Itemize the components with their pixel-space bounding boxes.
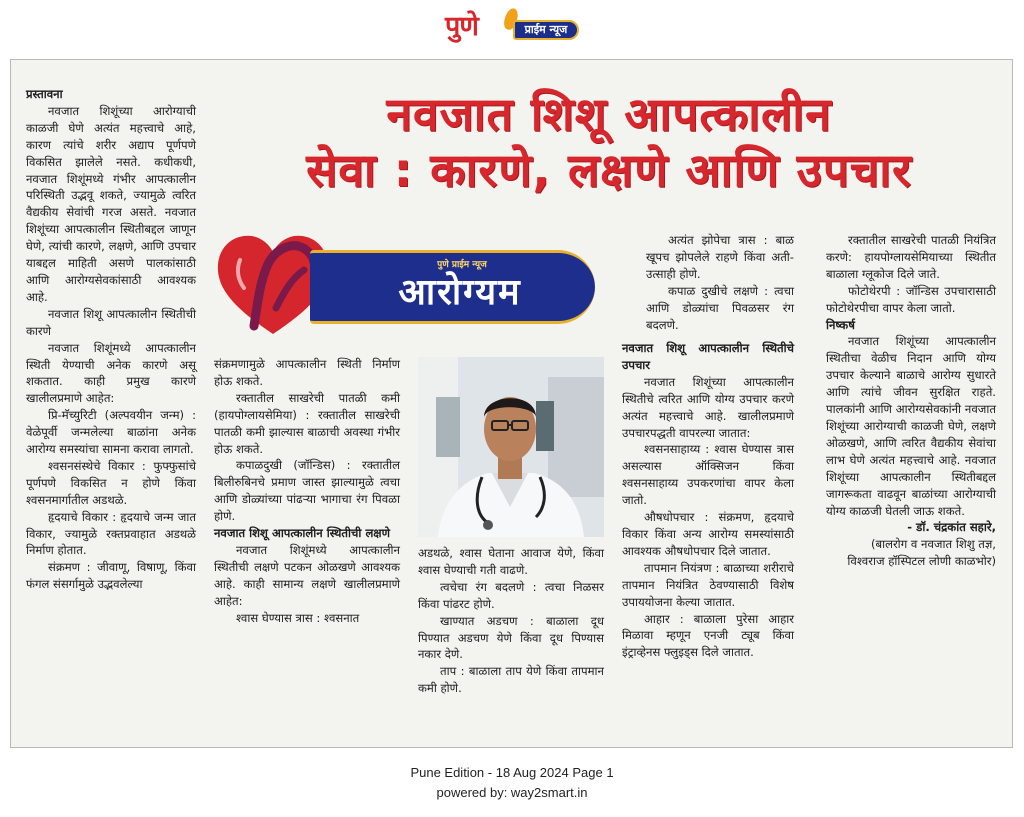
- section-heading: निष्कर्ष: [826, 317, 855, 332]
- headline-line-2: सेवा : कारणे, लक्षणे आणि उपचार: [306, 143, 912, 197]
- article-paragraph: नवजात शिशूंमध्ये आपत्कालीन स्थिती येण्याची अनेक कारणे असू शकतात. काही प्रमुख कारणे खालीलप्रमाणे आहेत:: [26, 340, 196, 406]
- article-paragraph: नवजात शिशू आपत्कालीन स्थितीची कारणे: [26, 306, 196, 338]
- publication-logo: [445, 6, 579, 50]
- article-paragraph: नवजात शिशूंमध्ये आपत्कालीन स्थितीची लक्षणे पटकन ओळखणे आवश्यक आहे. काही सामान्य लक्षणे खालीलप्रमाणे आहेत:: [214, 542, 400, 608]
- doctor-portrait-icon: [418, 357, 604, 537]
- logo-main-text: पुणे: [445, 11, 478, 42]
- doctor-photo: [418, 357, 604, 537]
- section-heading: प्रस्तावना: [26, 87, 63, 101]
- banner-tag: पुणे प्राईम न्यूज: [437, 260, 487, 270]
- article-paragraph: अडथळे, श्वास घेताना आवाज येणे, किंवा श्वास घेण्याची गती वाढणे.: [418, 546, 604, 577]
- article-paragraph: कपाळ दुखीचे लक्षणे : त्वचा आणि डोळ्यांचा पिवळसर रंग बदलणे.: [646, 283, 794, 332]
- article-paragraph: (बालरोग व नवजात शिशु तज्ञ,: [870, 537, 996, 552]
- article-paragraph: श्वास घेण्यास त्रास : श्वसनात: [236, 610, 360, 625]
- article-paragraph: संक्रमण : जीवाणू, विषाणू, किंवा फंगल संसर्गामुळे उद्भवलेल्या: [26, 560, 196, 592]
- article-paragraph: विश्वराज हॉस्पिटल लोणी काळभोर): [847, 554, 996, 569]
- edition-label: Pune Edition - 18 Aug 2024 Page 1: [410, 765, 614, 780]
- article-paragraph: श्वसनसाहाय्य : श्वास घेण्यास त्रास असल्यास ऑक्सिजन किंवा श्वसनसाहाय्य उपकरणांचा वापर केला जातो.: [622, 442, 794, 508]
- article-column-3: [418, 545, 604, 697]
- logo-sub-text: प्राईम न्यूज: [513, 20, 579, 40]
- section-heading: नवजात शिशू आपत्कालीन स्थितीचे उपचार: [622, 341, 794, 372]
- headline-line-1: नवजात शिशू आपत्कालीन: [386, 87, 832, 141]
- arogyam-banner: [214, 226, 602, 344]
- article-paragraph: रक्तातील साखरेची पातळी नियंत्रित करणे: हायपोग्लायसेमियाच्या स्थितीत बाळाला ग्लूकोज दिले जाते.: [826, 233, 996, 281]
- article-paragraph: नवजात शिशूंच्या आरोग्याची काळजी घेणे अत्यंत महत्त्वाचे आहे, कारण त्यांचे शरीर अद्याप पूर्णपणे विकसित झालेले नसते. कधीकधी, नवजात शिशूंमध्ये गंभीर आपत्कालीन परिस्थिती उद्भवू शकते, ज्यामुळे त्वरित वैद्यकीय सेवांची गरज असते. नवजात शिशूंच्या आपत्कालीन स्थितीबद्दल जाणून घेणे, त्यांची कारणे, लक्षणे, आणि उपचार याबद्दल माहिती असणे पालकांसाठी आणि आरोग्यसेवकांसाठी आवश्यक आहे.: [26, 103, 196, 304]
- article-paragraph: त्वचेचा रंग बदलणे : त्वचा निळसर किंवा पांढरट होणे.: [418, 579, 604, 611]
- article-paragraph: - डॉ. चंद्रकांत सहारे,: [907, 520, 996, 535]
- section-heading: नवजात शिशू आपत्कालीन स्थितीची लक्षणे: [214, 526, 391, 541]
- article-column-4: [622, 340, 794, 661]
- article-headline: [214, 86, 1004, 198]
- page-footer: [0, 763, 1024, 803]
- article-column-1: [26, 86, 196, 593]
- banner-title: आरोग्यम: [398, 272, 522, 313]
- article-paragraph: अत्यंत झोपेचा त्रास : बाळ खूपच झोपलेले राहणे किंवा अती-उत्साही होणे.: [646, 233, 794, 281]
- article-paragraph: आहार : बाळाला पुरेसा आहार मिळावा म्हणून एनजी ट्यूब किंवा इंट्राव्हेनस फ्लुइड्स दिले जातात.: [622, 611, 794, 660]
- article-column-5: [826, 232, 996, 570]
- arogyam-title-bar: [310, 250, 595, 324]
- article-paragraph: कपाळदुखी (जॉन्डिस) : रक्तातील बिलीरुबिनचे प्रमाण जास्त झाल्यामुळे त्वचा आणि डोळ्यांच्या पांढऱ्या भागाचा रंग पिवळा होणे.: [214, 458, 400, 524]
- article-paragraph: तापमान नियंत्रण : बाळाच्या शरीराचे तापमान नियंत्रित ठेवण्यासाठी विशेष उपाययोजना केल्या जातात.: [622, 560, 794, 609]
- article-paragraph: नवजात शिशूंच्या आपत्कालीन स्थितीचा वेळीच निदान आणि योग्य उपचार केल्याने बाळाचे आरोग्य सुधारते आणि त्यांचे जीवन सुरक्षित राहते. पालकांनी आणि आरोग्यसेवकांनी नवजात शिशूंच्या आरोग्याची काळजी घेणे, लक्षणे ओळखणे, आणि त्वरित वैद्यकीय सेवांचा लाभ घेणे अत्यंत महत्त्वाचे आहे. नवजात शिशूंच्या आपत्कालीन स्थितीबद्दल जागरूकता वाढवून बाळांच्या आरोग्याची योग्य काळजी घेतली जाऊ शकते.: [826, 334, 996, 518]
- article-paragraph: औषधोपचार : संक्रमण, हृदयाचे विकार किंवा अन्य आरोग्य समस्यांसाठी आवश्यक औषधोपचार दिले जातात.: [622, 510, 794, 558]
- article-paragraph: प्रि-मॅच्युरिटी (अल्पवयीन जन्म) : वेळेपूर्वी जन्मलेल्या बाळांना अनेक आरोग्य समस्यांचा सामना करावा लागतो.: [26, 408, 196, 457]
- article-paragraph: खाण्यात अडचण : बाळाला दूध पिण्यात अडचण येणे किंवा दूध पिण्यास नकार देणे.: [418, 613, 604, 662]
- article-paragraph: फोटोथेरपी : जॉन्डिस उपचारासाठी फोटोथेरपीचा वापर केला जातो.: [826, 283, 996, 315]
- article-column-2: [214, 356, 400, 627]
- powered-by-label: powered by: way2smart.in: [436, 785, 588, 800]
- article-paragraph: हृदयाचे विकार : हृदयाचे जन्म जात विकार, ज्यामुळे रक्तप्रवाहात अडथळे निर्माण होतात.: [26, 509, 196, 558]
- article-column-3-top: [646, 232, 794, 333]
- article-paragraph: श्वसनसंस्थेचे विकार : फुफ्फुसांचे पूर्णपणे विकसित न होणे किंवा श्वसनमार्गातील अडथळे.: [26, 458, 196, 507]
- article-paragraph: ताप : बाळाला ताप येणे किंवा तापमान कमी होणे.: [418, 664, 604, 696]
- article-paragraph: रक्तातील साखरेची पातळी कमी (हायपोग्लायसेमिया) : रक्तातील साखरेची पातळी कमी झाल्यास बाळाची अवस्था गंभीर होऊ शकते.: [214, 390, 400, 456]
- article-paragraph: संक्रमणामुळे आपत्कालीन स्थिती निर्माण होऊ शकते.: [214, 357, 400, 388]
- article-paragraph: नवजात शिशूंच्या आपत्कालीन स्थितीचे त्वरित आणि योग्य उपचार करणे अत्यंत महत्त्वाचे आहे. खालीलप्रमाणे उपचारपद्धती वापरल्या जातात:: [622, 374, 794, 440]
